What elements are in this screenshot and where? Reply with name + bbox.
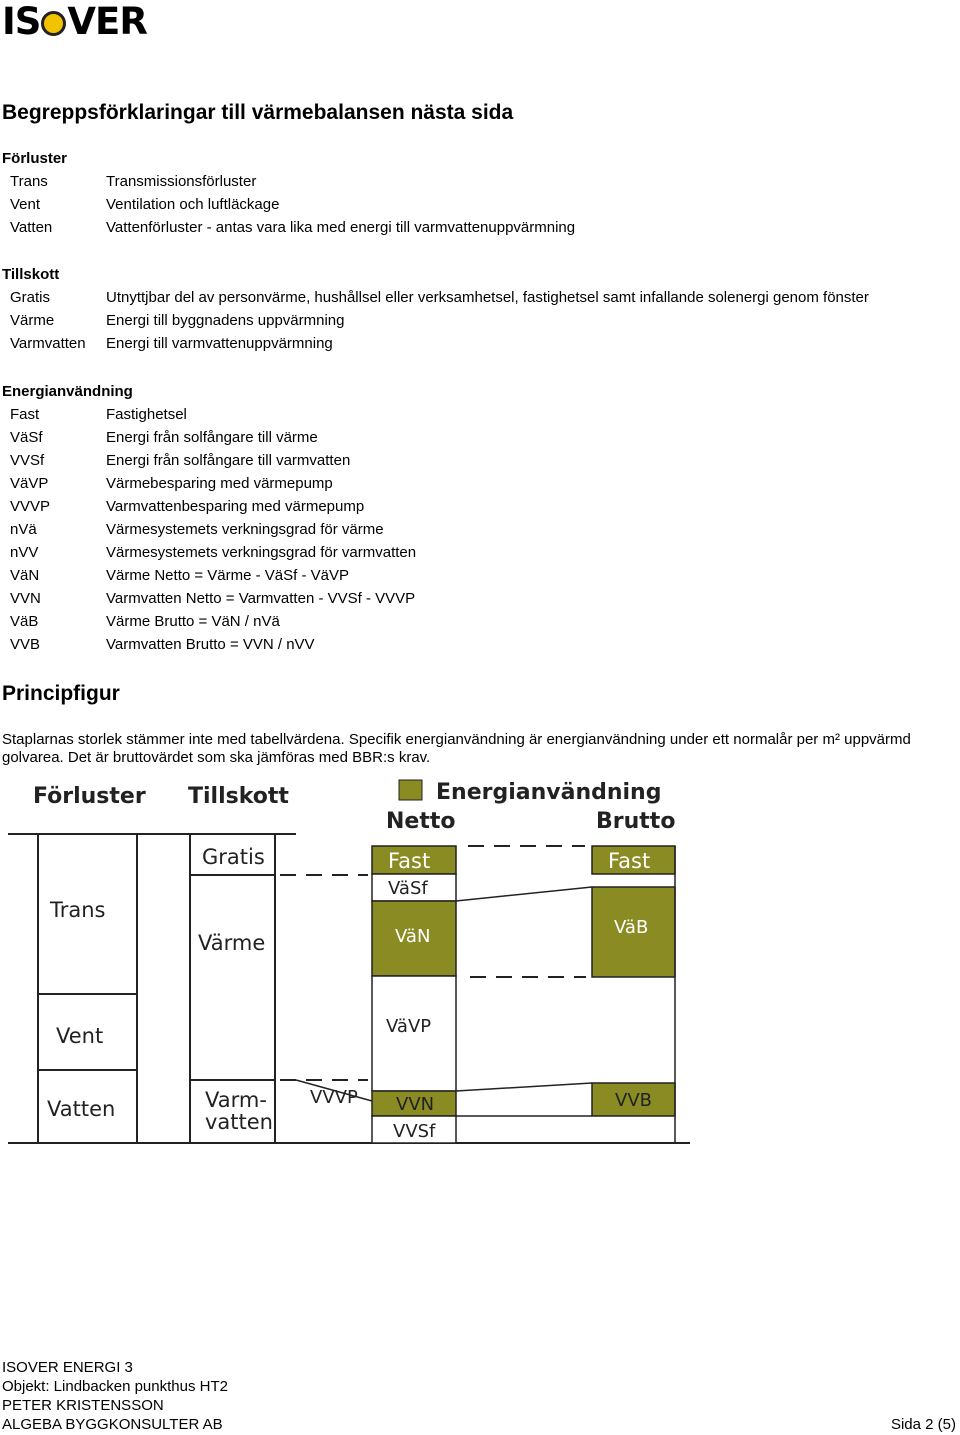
- term: Gratis: [10, 289, 51, 306]
- term: Fast: [10, 406, 40, 423]
- footer-line: ISOVER ENERGI 3: [2, 1359, 133, 1376]
- isover-logo: [2, 2, 147, 42]
- footer-line: PETER KRISTENSSON: [2, 1397, 164, 1414]
- label-vavp: VäVP: [386, 1016, 432, 1037]
- definition-row: [0, 286, 958, 309]
- section-heading: Energianvändning: [2, 383, 133, 400]
- label-varme: Värme: [198, 931, 266, 955]
- label-vent: Vent: [56, 1024, 104, 1048]
- section-heading: Tillskott: [2, 266, 60, 283]
- section-energianvandning: [0, 380, 958, 656]
- header-forluster: Förluster: [33, 784, 146, 809]
- definition-row: [0, 216, 958, 239]
- term: Vent: [10, 196, 41, 213]
- label-varmvatten-line1: Varm-: [205, 1088, 267, 1112]
- section-tillskott: [0, 263, 958, 355]
- definition-row: [0, 309, 958, 332]
- logo-text-start: IS: [2, 0, 41, 43]
- term: VVN: [10, 590, 41, 607]
- definition: Varmvatten Brutto = VVN / nVV: [106, 636, 315, 653]
- footer-line: ALGEBA BYGGKONSULTER AB: [2, 1416, 223, 1433]
- connector-line: [456, 1083, 592, 1091]
- section-heading: Förluster: [2, 150, 68, 167]
- definition: Fastighetsel: [106, 406, 187, 423]
- definition: Energi till byggnadens uppvärmning: [106, 312, 345, 329]
- definition-row: [0, 193, 958, 216]
- definition: Ventilation och luftläckage: [106, 196, 280, 213]
- legend-swatch: [399, 780, 422, 800]
- definition-row: [0, 541, 958, 564]
- definition-row: [0, 633, 958, 656]
- connector-line: [456, 887, 592, 901]
- term: Varmvatten: [10, 335, 86, 352]
- header-tillskott: Tillskott: [188, 784, 289, 809]
- term: VVSf: [10, 452, 45, 469]
- definition: Energi från solfångare till varmvatten: [106, 452, 351, 469]
- term: VVVP: [10, 498, 51, 515]
- definition-row: [0, 472, 958, 495]
- label-vasf: VäSf: [388, 878, 428, 899]
- definition-row: [0, 403, 958, 426]
- definition-row: [0, 587, 958, 610]
- definition-row: [0, 449, 958, 472]
- definition-row: [0, 495, 958, 518]
- term: Värme: [10, 312, 55, 329]
- label-varmvatten-line2: vatten: [205, 1110, 273, 1134]
- principle-note: Staplarnas storlek stämmer inte med tabellvärdena. Specifik energianvändning är energianvändning under ett normalår per m² uppvärmd golvarea. Det är bruttovärdet som ska jämföras med BBR:s krav.: [2, 731, 911, 766]
- logo-o-mark: [41, 11, 66, 36]
- term: VVB: [10, 636, 41, 653]
- definition: Värme Brutto = VäN / nVä: [106, 613, 280, 630]
- definition: Värme Netto = Värme - VäSf - VäVP: [106, 567, 350, 584]
- label-vvsf: VVSf: [393, 1121, 436, 1142]
- definition: Vattenförluster - antas vara lika med energi till varmvattenuppvärmning: [106, 219, 576, 236]
- label-trans: Trans: [50, 898, 106, 922]
- label-vvn: VVN: [396, 1094, 435, 1115]
- header-netto: Netto: [386, 809, 456, 834]
- footer-line: Objekt: Lindbacken punkthus HT2: [2, 1378, 228, 1395]
- label-vatten: Vatten: [47, 1097, 116, 1121]
- definition: Värmesystemets verkningsgrad för varmvatten: [106, 544, 417, 561]
- term: VäN: [10, 567, 40, 584]
- term: VäSf: [10, 429, 43, 446]
- label-gratis: Gratis: [202, 845, 265, 869]
- term: Vatten: [10, 219, 53, 236]
- label-fast-brutto: Fast: [608, 849, 651, 873]
- definition-row: [0, 426, 958, 449]
- term: Trans: [10, 173, 48, 190]
- label-vvvp: VVVP: [310, 1087, 358, 1108]
- section-forluster: [0, 147, 958, 239]
- header-energianvandning: Energianvändning: [436, 780, 662, 805]
- page-number: Sida 2 (5): [890, 1416, 956, 1433]
- definition-row: [0, 564, 958, 587]
- principle-heading: Principfigur: [2, 682, 120, 705]
- term: nVä: [10, 521, 37, 538]
- definition: Utnyttjbar del av personvärme, hushållsel eller verksamhetsel, fastighetsel samt infallande solenergi genom fönster: [106, 289, 869, 306]
- header-brutto: Brutto: [596, 809, 676, 834]
- definition: Energi från solfångare till värme: [106, 429, 318, 446]
- footer: [2, 1358, 958, 1434]
- label-vvb: VVB: [615, 1090, 652, 1111]
- term: nVV: [10, 544, 39, 561]
- definition: Värmesystemets verkningsgrad för värme: [106, 521, 384, 538]
- definition: Energi till varmvattenuppvärmning: [106, 335, 333, 352]
- term: VäB: [10, 613, 39, 630]
- definition: Värmebesparing med värmepump: [106, 475, 333, 492]
- definition-row: [0, 332, 958, 355]
- energy-balance-diagram: [0, 770, 700, 1148]
- label-vab: VäB: [614, 917, 649, 938]
- logo-text-end: VER: [67, 0, 147, 43]
- definition-row: [0, 610, 958, 633]
- term: VäVP: [10, 475, 49, 492]
- page-title: Begreppsförklaringar till värmebalansen nästa sida: [2, 101, 514, 124]
- definition-row: [0, 518, 958, 541]
- definition-row: [0, 170, 958, 193]
- definition: Transmissionsförluster: [106, 173, 257, 190]
- definition: Varmvatten Netto = Varmvatten - VVSf - VVVP: [106, 590, 416, 607]
- label-fast-netto: Fast: [388, 849, 431, 873]
- definition: Varmvattenbesparing med värmepump: [106, 498, 365, 515]
- label-van: VäN: [395, 926, 431, 947]
